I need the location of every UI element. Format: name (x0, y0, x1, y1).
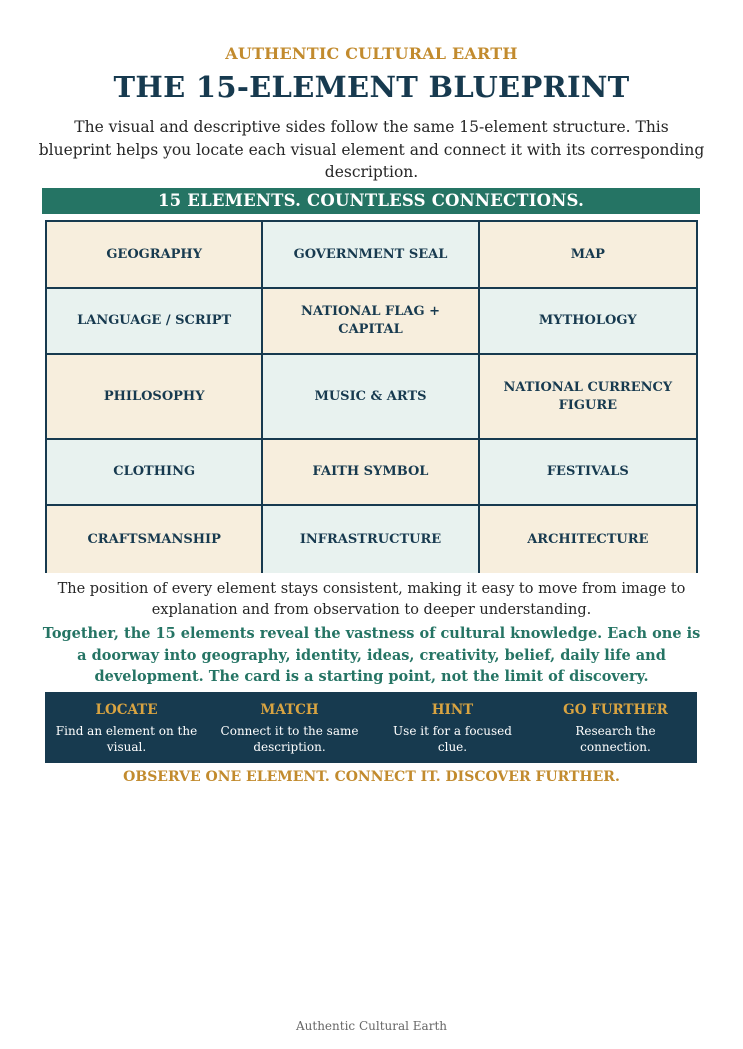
step-title: LOCATE (95, 702, 158, 718)
grid-cell-government-seal: GOVERNMENT SEAL (263, 222, 479, 289)
step-title: HINT (431, 702, 474, 718)
brand-name: AUTHENTIC CULTURAL EARTH (225, 44, 518, 63)
grid-cell-mythology: MYTHOLOGY (480, 289, 696, 355)
grid-cell-architecture: ARCHITECTURE (480, 506, 696, 573)
closing-tagline: OBSERVE ONE ELEMENT. CONNECT IT. DISCOVER FURTHER. (123, 769, 620, 785)
grid-cell-faith-symbol: FAITH SYMBOL (263, 440, 479, 506)
step-description: Find an element on the visual. (55, 724, 198, 754)
page-footer: Authentic Cultural Earth (295, 1019, 447, 1033)
grid-cell-language-script: LANGUAGE / SCRIPT (47, 289, 263, 355)
step-title: GO FURTHER (563, 702, 668, 718)
grid-cell-map: MAP (480, 222, 696, 289)
step-description: Use it for a focused clue. (393, 724, 512, 754)
step-description: Research the connection. (575, 724, 656, 754)
together-statement: Together, the 15 elements reveal the vastness of cultural knowledge. Each one is a doorway into geography, identity, ideas, creativity, belief, daily life and development. The card is a starting point, not the limit of discovery. (42, 625, 701, 685)
grid-cell-national-flag-capital: NATIONAL FLAG + CAPITAL (263, 289, 479, 355)
grid-cell-music-arts: MUSIC & ARTS (263, 355, 479, 440)
banner: 15 ELEMENTS. COUNTLESS CONNECTIONS. (42, 188, 700, 214)
step-locate (45, 692, 208, 763)
step-hint (371, 692, 534, 763)
element-grid (45, 220, 698, 573)
grid-cell-geography: GEOGRAPHY (47, 222, 263, 289)
grid-cell-clothing: CLOTHING (47, 440, 263, 506)
grid-cell-philosophy: PHILOSOPHY (47, 355, 263, 440)
step-description: Connect it to the same description. (220, 724, 359, 754)
page-title: THE 15-ELEMENT BLUEPRINT (113, 70, 630, 104)
step-title: MATCH (260, 702, 319, 718)
steps-bar (45, 692, 697, 763)
step-go-further (534, 692, 697, 763)
grid-cell-craftsmanship: CRAFTSMANSHIP (47, 506, 263, 573)
grid-cell-festivals: FESTIVALS (480, 440, 696, 506)
consistency-note: The position of every element stays consistent, making it easy to move from image to explanation and from observation to deeper understanding. (57, 581, 686, 618)
step-match (208, 692, 371, 763)
intro-text: The visual and descriptive sides follow the same 15-element structure. This blueprint helps you locate each visual element and connect it with its corresponding description. (38, 118, 705, 181)
grid-cell-national-currency-figure: NATIONAL CURRENCY FIGURE (480, 355, 696, 440)
grid-cell-infrastructure: INFRASTRUCTURE (263, 506, 479, 573)
